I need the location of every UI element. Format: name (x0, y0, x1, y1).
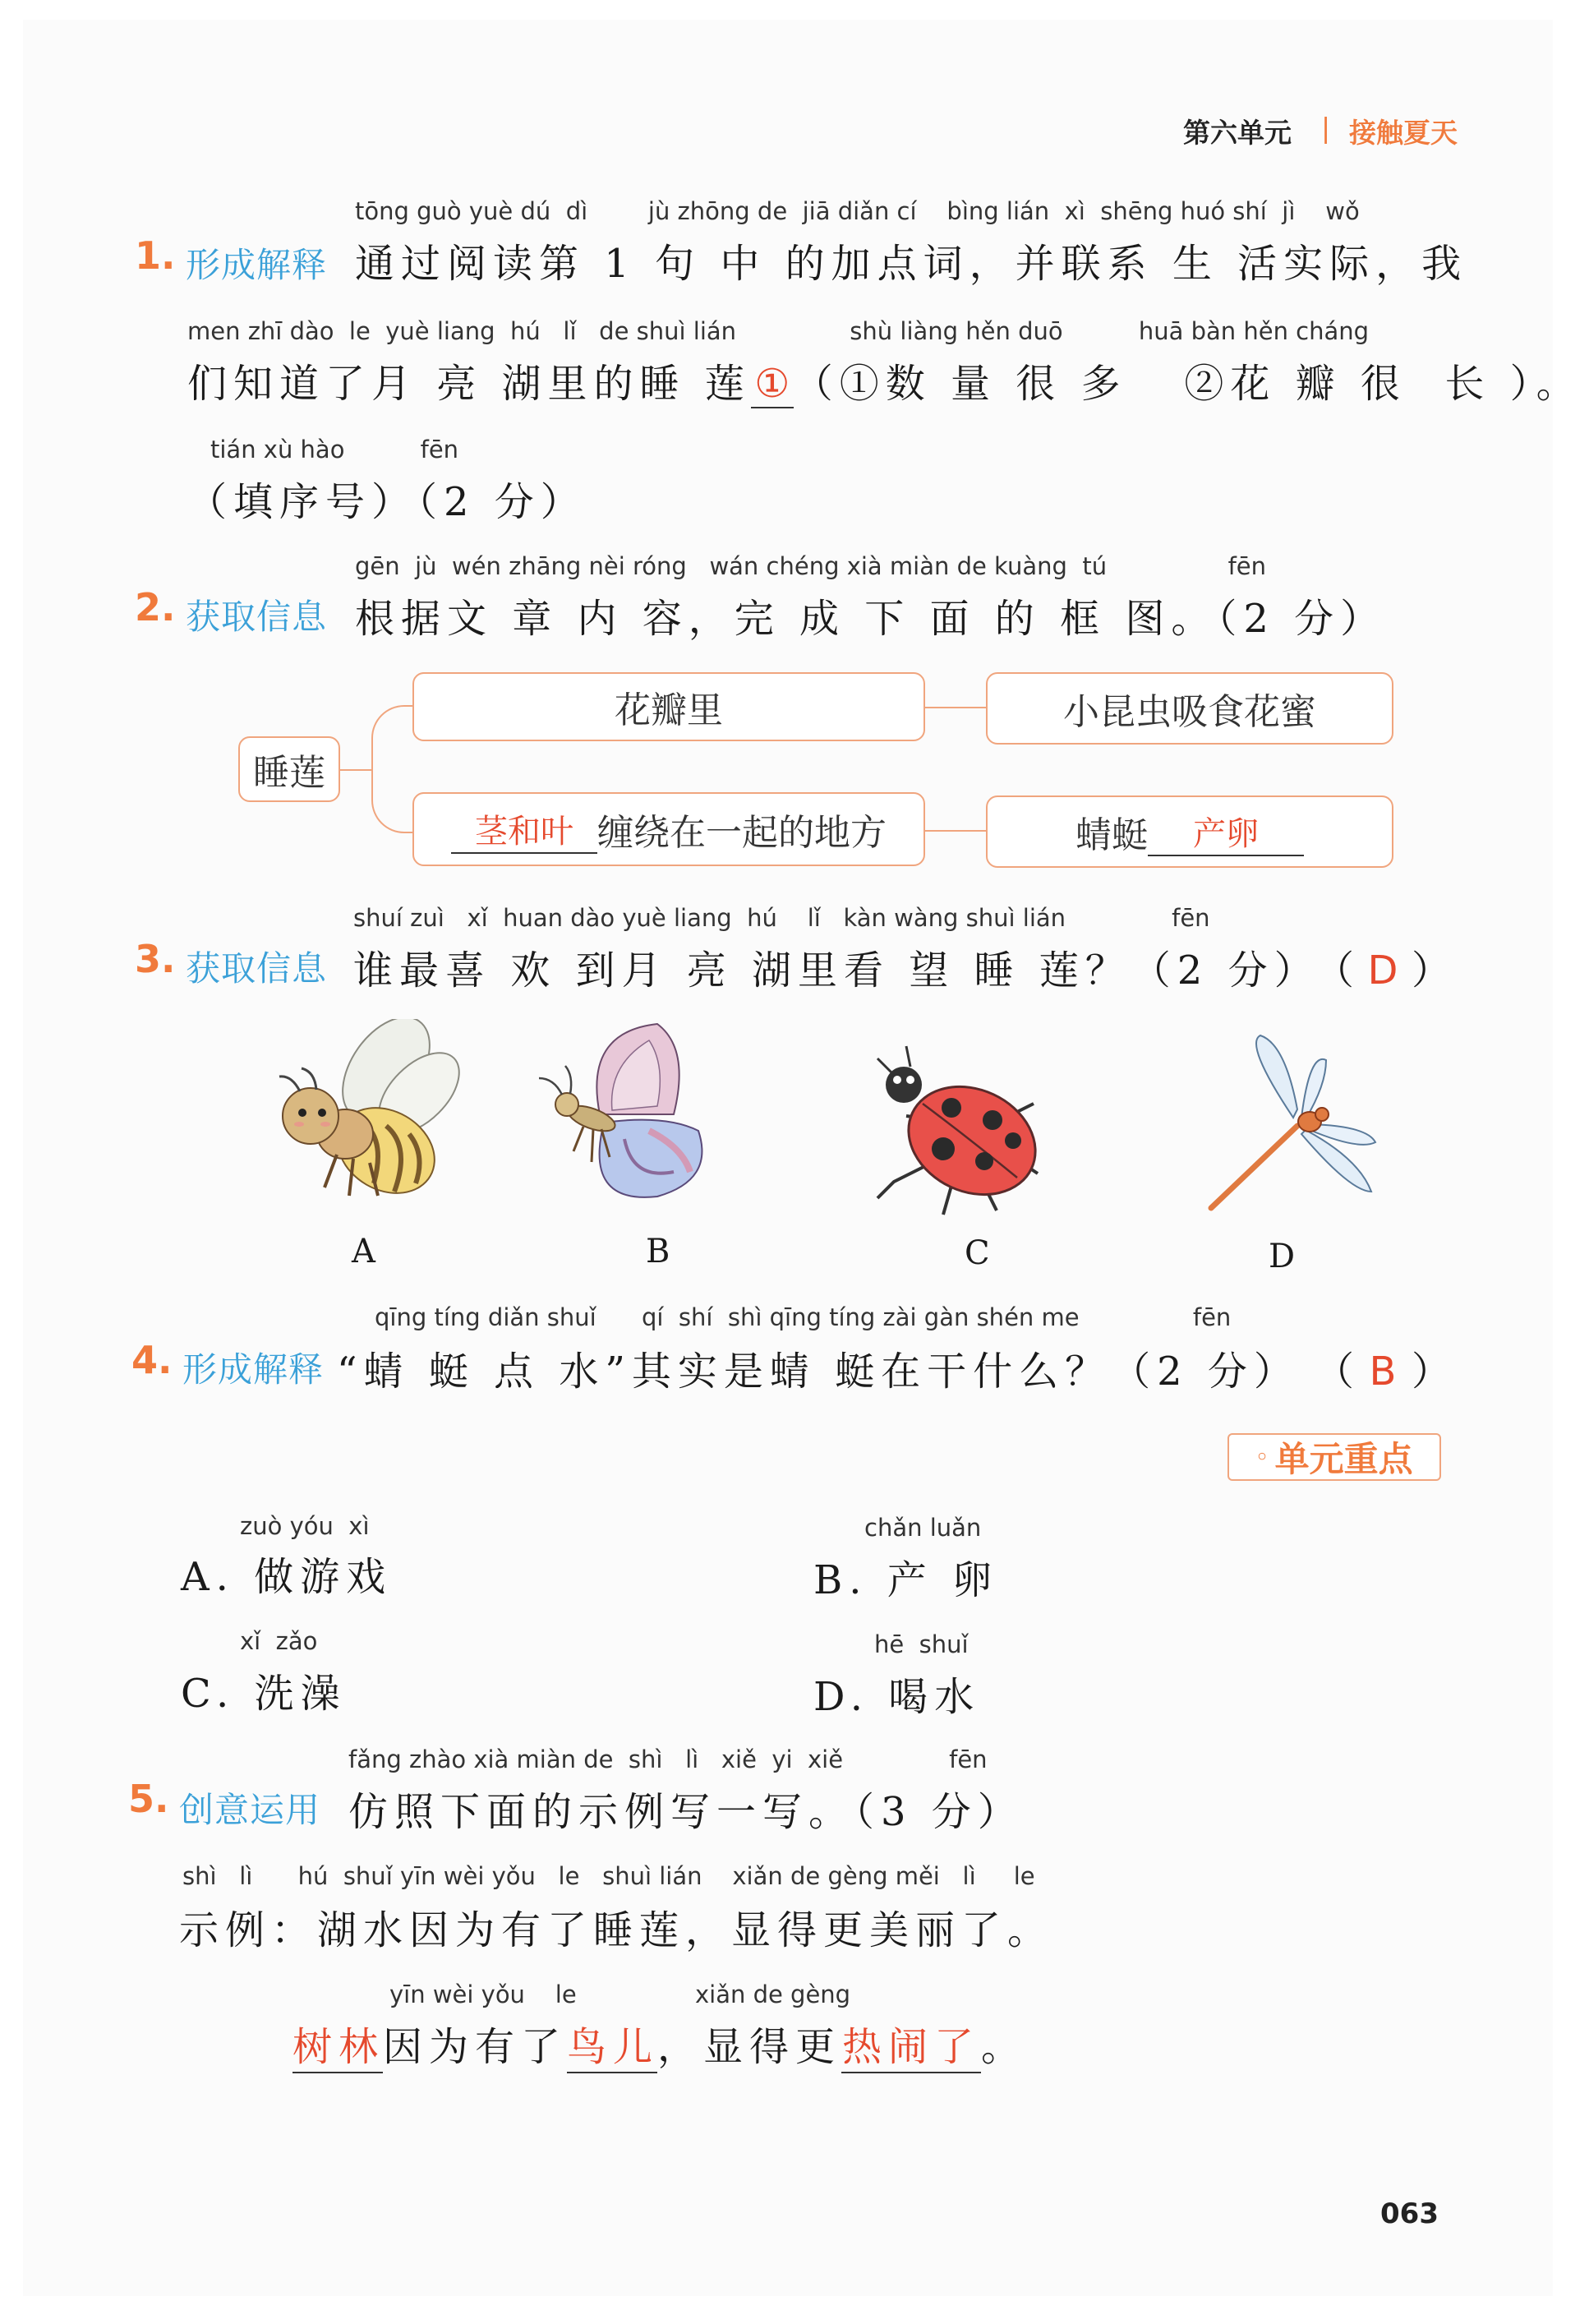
q5-pinyin: fǎng zhào xià miàn de shì lì xiě yi xiě fēn (348, 1745, 988, 1773)
q3-option-b-label: B (646, 1233, 670, 1270)
diagram-bottom-right-box: 蜻蜓 产卵 (986, 795, 1393, 868)
q4-choice-b-pinyin: chǎn luǎn (864, 1514, 982, 1542)
diagram-connector (925, 830, 986, 832)
ladybug-icon (861, 1042, 1058, 1231)
q1-pinyin-3: tián xù hào fēn (210, 436, 459, 463)
diagram-top-left-box: 花瓣里 (412, 672, 925, 741)
q1-pinyin-2: men zhī dào le yuè liang hú lǐ de shuì lián shù liàng hěn duō huā bàn hěn cháng (187, 317, 1370, 345)
q5-answer-blank-3: 热闹了 (841, 2015, 981, 2073)
q4-choice-a: A. 做游戏 (181, 1554, 393, 1600)
q4-choice-b: B. 产 卵 (813, 1557, 999, 1603)
q3-option-a-label: A (352, 1233, 375, 1270)
q3-option-c-label: C (965, 1234, 990, 1272)
q5-answer-pinyin-1: yīn wèi yǒu le (389, 1980, 577, 2008)
page-number: 063 (1380, 2197, 1439, 2230)
q5-tag: 创意运用 (179, 1790, 321, 1830)
q5-answer-line: 树林因为有了鸟儿，显得更热闹了。 (292, 2015, 1027, 2073)
diagram-answer-2: 产卵 (1148, 808, 1304, 856)
q3-line: 谁最喜 欢 到月 亮 湖里看 望 睡 莲？（2 分） (353, 948, 1320, 994)
q1-line-1: 通过阅读第 1 句 中 的加点词，并联系 生 活实际，我 (355, 241, 1468, 287)
q4-choice-a-pinyin: zuò yóu xì (240, 1512, 370, 1540)
diagram-bottom-left-box: 茎和叶 缠绕在一起的地方 (412, 792, 925, 866)
q4-choice-c-pinyin: xǐ zǎo (240, 1627, 318, 1655)
q4-answer: B (1369, 1349, 1397, 1395)
diagram-answer-1: 茎和叶 (451, 805, 597, 854)
q5-example: 示例：湖水因为有了睡莲，显得更美丽了。 (179, 1907, 1054, 1953)
header-separator: | (1321, 112, 1331, 144)
q1-answer: ① (751, 361, 794, 408)
q1-line-2: 们知道了月 亮 湖里的睡 莲①（①数 量 很 多 ②花 瓣 很 长 ）。 (187, 361, 1582, 407)
diagram-root-box: 睡莲 (238, 736, 340, 802)
q3-option-d-label: D (1269, 1238, 1296, 1275)
q4-choice-d: D. 喝水 (813, 1674, 981, 1720)
diagram-bracket (371, 705, 414, 833)
q3-answer: D (1367, 948, 1398, 994)
q3-answer-paren: （ D ） (1315, 948, 1452, 994)
q2-pinyin: gēn jù wén zhāng nèi róng wán chéng xià miàn de kuàng tú fēn (355, 552, 1267, 580)
q2-line: 根据文 章 内 容，完 成 下 面 的 框 图。（2 分） (355, 596, 1387, 642)
q2-tag: 获取信息 (186, 597, 328, 637)
key-point-badge: ◦ 单元重点 (1227, 1433, 1441, 1481)
diagram-connector (340, 769, 373, 771)
q2-number: 2. (135, 585, 176, 629)
q5-number: 5. (128, 1777, 169, 1821)
q1-pinyin-1: tōng guò yuè dú dì jù zhōng de jiā diǎn cí bìng lián xì shēng huó shí jì wǒ (355, 197, 1360, 225)
q3-number: 3. (135, 937, 176, 981)
q4-line: “蜻 蜓 点 水”其实是蜻 蜓在干什么？（2 分） (337, 1349, 1300, 1395)
q3-pinyin: shuí zuì xǐ huan dào yuè liang hú lǐ kàn wàng shuì lián fēn (353, 904, 1210, 932)
q5-line: 仿照下面的示例写一写。（3 分） (348, 1789, 1024, 1835)
butterfly-icon (534, 1016, 739, 1221)
diagram-connector (925, 707, 986, 708)
dragonfly-icon (1195, 1027, 1384, 1224)
unit-label: 第六单元 (1183, 117, 1292, 149)
q4-pinyin: qīng tíng diǎn shuǐ qí shí shì qīng tíng zài gàn shén me fēn (375, 1303, 1232, 1331)
q4-choice-d-pinyin: hē shuǐ (874, 1630, 969, 1658)
q1-line-3: （填序号）（2 分） (187, 479, 587, 525)
q4-choice-c: C. 洗澡 (181, 1671, 347, 1717)
q4-answer-paren: （ B ） (1315, 1349, 1452, 1395)
q5-answer-blank-2: 鸟儿 (567, 2015, 657, 2073)
q4-number: 4. (131, 1338, 173, 1382)
q1-number: 1. (135, 233, 176, 278)
q1-tag: 形成解释 (186, 245, 328, 285)
q5-example-pinyin: shì lì hú shuǐ yīn wèi yǒu le shuì lián xiǎn de gèng měi lì le (182, 1862, 1035, 1890)
q4-tag: 形成解释 (182, 1349, 325, 1390)
bee-icon (263, 1019, 460, 1216)
diagram-top-right-box: 小昆虫吸食花蜜 (986, 672, 1393, 745)
q5-answer-blank-1: 树林 (292, 2015, 383, 2073)
q5-answer-pinyin-2: xiǎn de gèng (695, 1980, 851, 2008)
q3-tag: 获取信息 (186, 948, 328, 989)
unit-title: 接触夏天 (1349, 117, 1458, 149)
